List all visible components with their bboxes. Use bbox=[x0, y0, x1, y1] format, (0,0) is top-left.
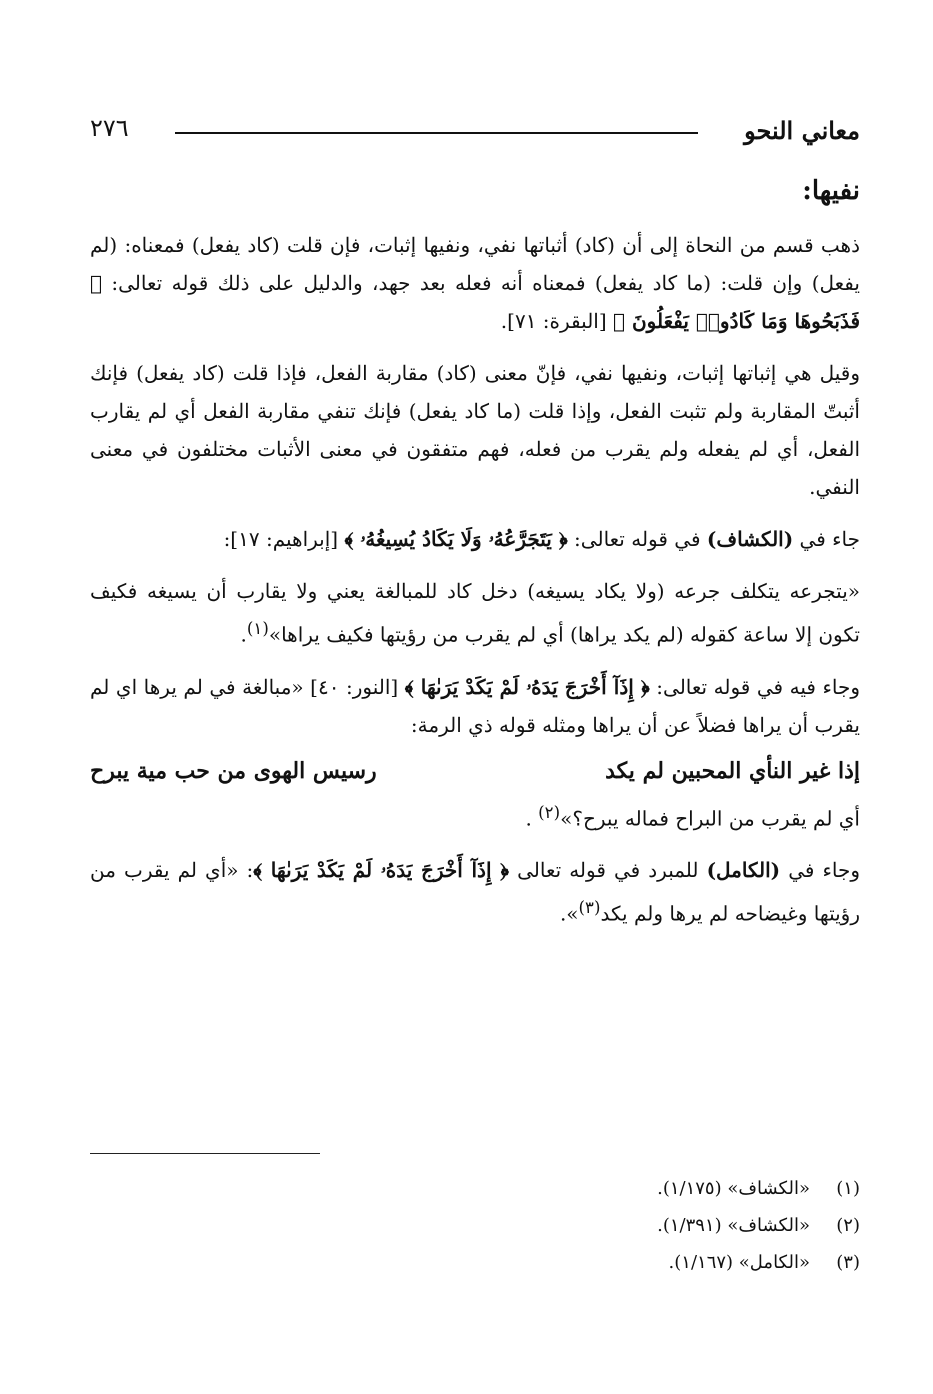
footnote-separator bbox=[90, 1153, 320, 1154]
paragraph-5 bbox=[90, 668, 860, 744]
punctuation: . bbox=[240, 622, 247, 647]
book-title: معاني النحو bbox=[744, 116, 860, 145]
footnotes bbox=[657, 1170, 860, 1281]
paragraph-3 bbox=[90, 520, 860, 558]
section-heading: نفيها: bbox=[802, 176, 860, 206]
footnote-marker: (٣) bbox=[578, 898, 601, 918]
footnote-item bbox=[657, 1244, 860, 1281]
quran-verse: ﴿ يَتَجَرَّعُهُۥ وَلَا يَكَادُ يُسِيغُهُۥ ﴾ bbox=[344, 527, 568, 551]
paragraph-text: جاء في bbox=[793, 527, 860, 551]
verse-hemistich-first: إذا غير النأي المحبين لم يكد bbox=[605, 757, 860, 784]
paragraph-4 bbox=[90, 572, 860, 654]
verse-reference: [البقرة: ٧١]. bbox=[500, 309, 614, 333]
source-title: (الكامل) bbox=[706, 858, 781, 883]
page-header bbox=[90, 110, 860, 156]
page-number: ٢٧٦ bbox=[90, 114, 129, 142]
paragraph-2 bbox=[90, 354, 860, 506]
footnote-item bbox=[657, 1207, 860, 1244]
paragraph-text: ذهب قسم من النحاة إلى أن (كاد) أثباتها نفي، ونفيها إثبات، فإن قلت (كاد يفعل) فمعناه: (لم يفعل) وإن قلت: (ما كاد يفعل) فمعناه أنه فعله بعد جهد، والدليل على ذلك قوله تعالى: bbox=[90, 233, 860, 295]
footnote-text: «الكامل» (١/١٦٧). bbox=[668, 1252, 810, 1273]
quotation-text: «يتجرعه يتكلف جرعه (ولا يكاد يسيغه) دخل كاد للمبالغة يعني ولا يقارب أن يسيغه فكيف تكون إلا ساعة كقوله (لم يكد يراها) أي لم يقرب من رؤيتها فكيف يراها» bbox=[90, 579, 860, 647]
source-title: (الكشاف) bbox=[706, 527, 794, 551]
verse-hemistich-second: رسيس الهوى من حب مية يبرح bbox=[90, 757, 377, 784]
verse-reference: [إبراهيم: ١٧]: bbox=[223, 527, 345, 551]
book-page bbox=[90, 110, 860, 947]
punctuation: ». bbox=[559, 901, 579, 926]
quran-verse: ﴿ فَذَبَحُوهَا وَمَا كَادُوا۟ يَفْعَلُونَ ﴾ bbox=[90, 271, 860, 333]
paragraph-text: للمبرد في قوله تعالى bbox=[509, 858, 707, 883]
footnote-number: (١) bbox=[836, 1178, 860, 1199]
paragraph-text: : «أي لم يقرب من رؤيتها وغيضاحه لم يرها ولم يكد bbox=[90, 858, 860, 926]
paragraph-text: وقيل هي إثباتها إثبات، ونفيها نفي، فإنّ معنى (كاد) مقاربة الفعل، فإذا قلت (كاد يفعل) فإنك أثبتّ المقاربة ولم تثبت الفعل، وإذا قلت (ما كاد يفعل) فإنك تنفي مقاربة الفعل أي لم يقارب الفعل، أي لم يفعله ولم يقرب من فعله، فهم متفقون في معنى الأثبات مختلفون في معنى النفي. bbox=[90, 361, 860, 499]
quran-verse: ﴿ إِذَآ أَخْرَجَ يَدَهُۥ لَمْ يَكَدْ يَرَىٰهَا ﴾ bbox=[253, 858, 510, 883]
footnote-number: (٢) bbox=[836, 1215, 860, 1236]
footnote-item bbox=[657, 1170, 860, 1207]
header-rule bbox=[175, 132, 698, 134]
paragraph-6 bbox=[90, 794, 860, 838]
footnote-number: (٣) bbox=[836, 1252, 860, 1273]
footnote-text: «الكشاف» (١/١٧٥). bbox=[657, 1178, 810, 1199]
quran-verse: ﴿ إِذَآ أَخْرَجَ يَدَهُۥ لَمْ يَكَدْ يَرَىٰهَا ﴾ bbox=[404, 674, 650, 699]
paragraph-7 bbox=[90, 851, 860, 933]
paragraph-text: وجاء فيه في قوله تعالى: bbox=[649, 674, 860, 699]
footnote-marker: (٢) bbox=[538, 802, 561, 822]
footnote-marker: (١) bbox=[246, 619, 269, 638]
paragraph-text: [النور: ٤٠] «مبالغة في لم يرها اي لم يقرب أن يراها فضلاً عن أن يراها ومثله قوله ذي الرمة: bbox=[90, 674, 860, 737]
poetry-verse bbox=[90, 758, 860, 784]
footnote-text: «الكشاف» (١/٣٩١). bbox=[657, 1215, 810, 1236]
paragraph-text: وجاء في bbox=[780, 858, 860, 883]
punctuation: . bbox=[525, 806, 539, 831]
paragraph-1 bbox=[90, 226, 860, 340]
paragraph-text: أي لم يقرب من البراح فماله يبرح؟» bbox=[560, 806, 860, 831]
paragraph-text: في قوله تعالى: bbox=[567, 527, 707, 551]
